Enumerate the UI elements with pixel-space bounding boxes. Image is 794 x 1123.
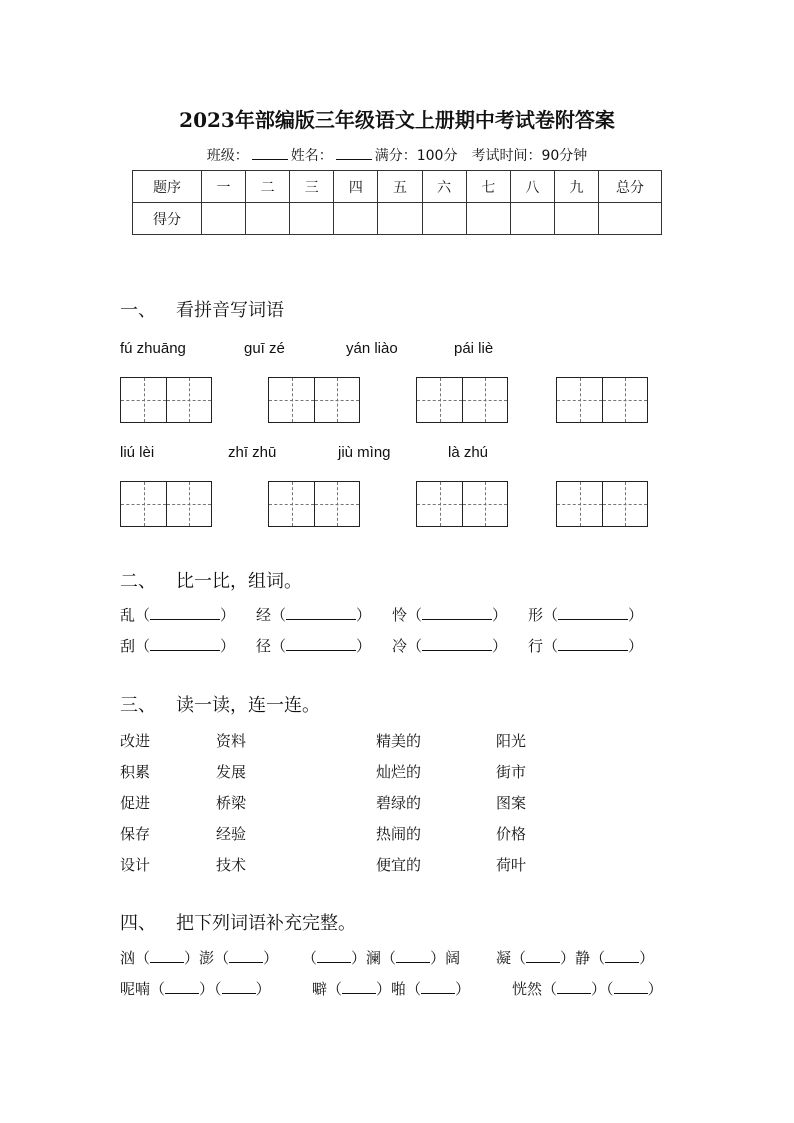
match-word[interactable]: 经验 bbox=[216, 825, 247, 843]
writing-grid[interactable] bbox=[416, 377, 508, 423]
idiom-item: （ ）澜（ ）阔 bbox=[302, 949, 461, 967]
score-table bbox=[132, 170, 662, 235]
score-row-label: 得分 bbox=[133, 203, 202, 235]
compare-item: 行（ ） bbox=[528, 637, 644, 655]
score-cell[interactable] bbox=[599, 203, 662, 235]
class-blank[interactable] bbox=[252, 147, 288, 160]
section-title: 看拼音写词语 bbox=[176, 300, 284, 321]
score-header-cell: 九 bbox=[554, 171, 598, 203]
section-3-heading bbox=[120, 691, 320, 717]
match-word[interactable]: 便宜的 bbox=[376, 856, 422, 874]
name-blank[interactable] bbox=[336, 147, 372, 160]
writing-grid[interactable] bbox=[268, 481, 360, 527]
idiom-item: 呢喃（ ）（ ） bbox=[120, 980, 271, 998]
match-word[interactable]: 街市 bbox=[496, 763, 527, 781]
score-cell[interactable] bbox=[510, 203, 554, 235]
score-header-cell: 二 bbox=[246, 171, 290, 203]
score-cell[interactable] bbox=[422, 203, 466, 235]
score-header-cell: 总分 bbox=[599, 171, 662, 203]
score-row bbox=[133, 203, 662, 235]
pinyin: guī zé bbox=[244, 340, 285, 357]
score-cell[interactable] bbox=[334, 203, 378, 235]
score-header-cell: 题序 bbox=[133, 171, 202, 203]
section-1-heading bbox=[120, 296, 284, 322]
score-header-cell: 三 bbox=[290, 171, 334, 203]
section-2-heading bbox=[120, 567, 302, 593]
score-header-cell: 七 bbox=[466, 171, 510, 203]
writing-grid[interactable] bbox=[120, 481, 212, 527]
writing-grid[interactable] bbox=[268, 377, 360, 423]
score-cell[interactable] bbox=[378, 203, 422, 235]
score-cell[interactable] bbox=[554, 203, 598, 235]
score-header-cell: 一 bbox=[202, 171, 246, 203]
score-header-row bbox=[133, 171, 662, 203]
match-word[interactable]: 设计 bbox=[120, 856, 151, 874]
match-word[interactable]: 促进 bbox=[120, 794, 151, 812]
pinyin: là zhú bbox=[448, 444, 489, 461]
match-word[interactable]: 灿烂的 bbox=[376, 763, 422, 781]
score-cell[interactable] bbox=[246, 203, 290, 235]
match-word[interactable]: 发展 bbox=[216, 763, 247, 781]
match-word[interactable]: 碧绿的 bbox=[376, 794, 422, 812]
section-number: 二、 bbox=[120, 571, 156, 592]
section-4-heading bbox=[120, 909, 356, 935]
writing-grid[interactable] bbox=[556, 481, 648, 527]
match-word[interactable]: 荷叶 bbox=[496, 856, 527, 874]
section-title: 比一比，组词。 bbox=[176, 571, 302, 592]
exam-info bbox=[0, 145, 794, 165]
score-cell[interactable] bbox=[466, 203, 510, 235]
idiom-item: 汹（ ）澎（ ） bbox=[120, 949, 279, 967]
exam-time: 考试时间：90分钟 bbox=[471, 148, 588, 164]
match-word[interactable]: 热闹的 bbox=[376, 825, 422, 843]
compare-item: 刮（ ） bbox=[120, 637, 236, 655]
writing-grid[interactable] bbox=[556, 377, 648, 423]
score-header-cell: 五 bbox=[378, 171, 422, 203]
class-label: 班级： bbox=[206, 148, 249, 164]
writing-grid[interactable] bbox=[120, 377, 212, 423]
match-word[interactable]: 精美的 bbox=[376, 732, 422, 750]
pinyin: jiù mìng bbox=[338, 444, 391, 461]
idiom-item: 凝（ ）静（ ） bbox=[496, 949, 655, 967]
score-header-cell: 八 bbox=[510, 171, 554, 203]
section-number: 三、 bbox=[120, 695, 156, 716]
section-number: 四、 bbox=[120, 913, 156, 934]
pinyin: yán liào bbox=[346, 340, 398, 357]
writing-grid[interactable] bbox=[416, 481, 508, 527]
idiom-item: 噼（ ）啪（ ） bbox=[312, 980, 471, 998]
match-word[interactable]: 价格 bbox=[496, 825, 527, 843]
match-word[interactable]: 图案 bbox=[496, 794, 527, 812]
full-score: 满分：100分 bbox=[374, 148, 458, 164]
match-word[interactable]: 技术 bbox=[216, 856, 247, 874]
compare-item: 怜（ ） bbox=[392, 606, 508, 624]
compare-item: 经（ ） bbox=[256, 606, 372, 624]
pinyin: pái liè bbox=[454, 340, 494, 357]
pinyin: fú zhuāng bbox=[120, 340, 186, 357]
match-word[interactable]: 保存 bbox=[120, 825, 151, 843]
pinyin: zhī zhū bbox=[228, 444, 277, 461]
match-word[interactable]: 资料 bbox=[216, 732, 247, 750]
idiom-item: 恍然（ ）（ ） bbox=[512, 980, 663, 998]
section-number: 一、 bbox=[120, 300, 156, 321]
match-word[interactable]: 桥梁 bbox=[216, 794, 247, 812]
match-word[interactable]: 改进 bbox=[120, 732, 151, 750]
score-cell[interactable] bbox=[202, 203, 246, 235]
compare-item: 乱（ ） bbox=[120, 606, 236, 624]
score-cell[interactable] bbox=[290, 203, 334, 235]
section-title: 把下列词语补充完整。 bbox=[176, 913, 356, 934]
name-label: 姓名： bbox=[290, 148, 333, 164]
compare-item: 冷（ ） bbox=[392, 637, 508, 655]
match-word[interactable]: 积累 bbox=[120, 763, 151, 781]
score-header-cell: 六 bbox=[422, 171, 466, 203]
page-title: 2023年部编版三年级语文上册期中考试卷附答案 bbox=[179, 108, 615, 132]
compare-item: 径（ ） bbox=[256, 637, 372, 655]
score-header-cell: 四 bbox=[334, 171, 378, 203]
pinyin: liú lèi bbox=[120, 444, 155, 461]
compare-item: 形（ ） bbox=[528, 606, 644, 624]
match-word[interactable]: 阳光 bbox=[496, 732, 527, 750]
section-title: 读一读，连一连。 bbox=[176, 695, 320, 716]
